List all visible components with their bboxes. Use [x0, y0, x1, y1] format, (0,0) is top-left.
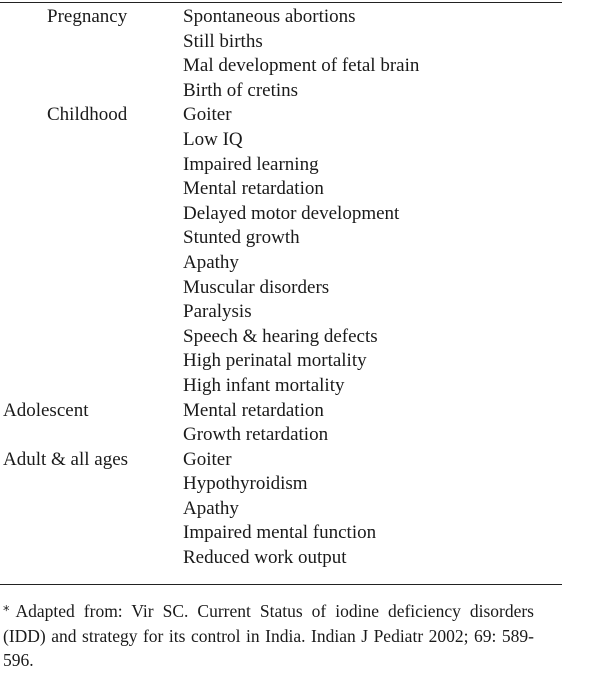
list-item: Mal development of fetal brain: [183, 55, 420, 77]
list-item: Hypothyroidism: [183, 473, 308, 495]
list-item: Muscular disorders: [183, 276, 330, 298]
list-item: Growth retardation: [183, 424, 329, 446]
idd-effects-table: [0, 5, 600, 571]
table-group-pregnancy: [0, 5, 600, 103]
footnote-marker: *: [3, 604, 10, 619]
list-item: Delayed motor development: [183, 202, 400, 224]
list-item: Stunted growth: [183, 227, 300, 249]
table-group-adult: [0, 448, 600, 571]
list-item: Mental retardation: [183, 399, 324, 421]
list-item: Apathy: [183, 251, 239, 273]
group-label: Adult & all ages: [3, 448, 129, 470]
footnote-text: Adapted from: Vir SC. Current Status of iodine deficiency disorders (IDD) and strategy for its control in India. Indian J Pediatr 2002; 69: 589-596.: [3, 601, 534, 670]
list-item: Reduced work output: [183, 547, 347, 569]
list-item: Speech & hearing defects: [183, 325, 378, 347]
list-item: Still births: [183, 30, 263, 52]
group-items: [183, 5, 419, 103]
table-group-adolescent: [0, 399, 600, 448]
list-item: Birth of cretins: [183, 79, 299, 101]
list-item: Impaired mental function: [183, 522, 377, 544]
list-item: Goiter: [183, 448, 232, 470]
list-item: Low IQ: [183, 128, 243, 150]
list-item: Spontaneous abortions: [183, 6, 356, 27]
list-item: Apathy: [183, 497, 239, 519]
group-label: Pregnancy: [47, 6, 128, 27]
list-item: High infant mortality: [183, 374, 345, 396]
group-items: [183, 103, 399, 398]
list-item: Impaired learning: [183, 153, 319, 175]
list-item: Goiter: [183, 104, 232, 126]
list-item: Mental retardation: [183, 178, 324, 200]
table-bottom-rule: [0, 584, 562, 585]
table-group-childhood: [0, 103, 600, 398]
table-top-rule: [0, 2, 562, 3]
list-item: Paralysis: [183, 301, 252, 323]
list-item: High perinatal mortality: [183, 350, 367, 372]
group-label: Childhood: [47, 104, 128, 126]
table-footnote: [3, 599, 534, 672]
group-items: [183, 399, 328, 448]
group-label: Adolescent: [3, 399, 89, 421]
group-items: [183, 448, 376, 571]
